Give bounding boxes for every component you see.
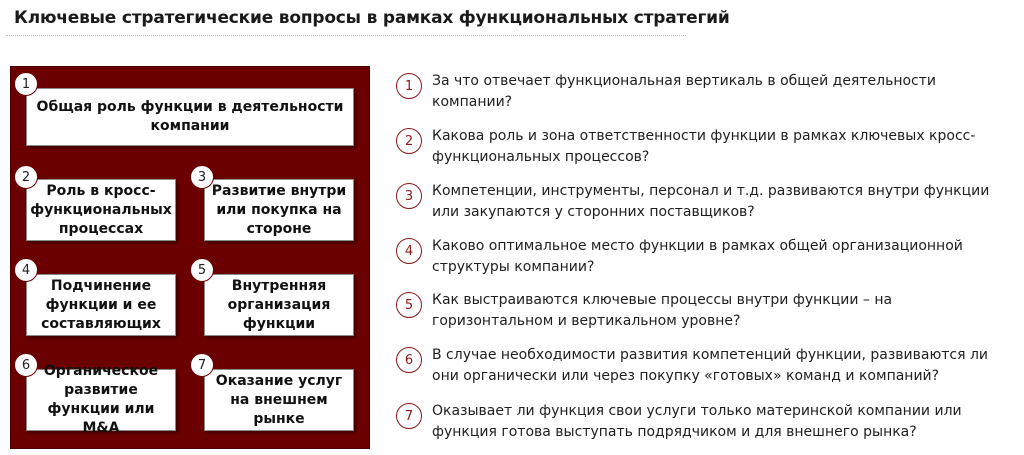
question-text: Как выстраиваются ключевые процессы внутри функции – на горизонтальном и вертикальном уровне? xyxy=(432,292,893,329)
diagram-box-label: Общая роль функции в деятельности компании xyxy=(36,99,344,134)
diagram-badge-2: 2 xyxy=(14,165,38,189)
diagram-badge-5: 5 xyxy=(190,258,214,282)
diagram-box-label: Подчинение функции и ее составляющих xyxy=(41,277,161,332)
question-number-badge: 6 xyxy=(396,347,422,373)
diagram-box-4 xyxy=(26,274,176,336)
diagram-box-7 xyxy=(204,369,354,431)
diagram-box-5 xyxy=(204,274,354,336)
question-number-badge: 1 xyxy=(396,73,422,99)
diagram-box-1 xyxy=(26,88,354,146)
question-text: Какова роль и зона ответственности функции в рамках ключевых кросс-функциональных процессов? xyxy=(432,128,976,165)
diagram-badge-4: 4 xyxy=(14,258,38,282)
diagram-box-label: Развитие внутри или покупка на стороне xyxy=(211,182,347,237)
diagram-box-3 xyxy=(204,179,354,241)
diagram-badge-1: 1 xyxy=(14,72,38,96)
question-text: Каково оптимальное место функции в рамках общей организационной структуры компании? xyxy=(432,238,963,275)
diagram-box-6 xyxy=(26,363,176,436)
diagram-box-label: Роль в кросс-функциональных процессах xyxy=(30,182,172,237)
question-number-badge: 7 xyxy=(396,403,422,429)
question-text: За что отвечает функциональная вертикаль в общей деятельности компании? xyxy=(432,73,936,110)
diagram-box-label: Внутренняя организация функции xyxy=(227,277,331,332)
question-text: В случае необходимости развития компетенций функции, развиваются ли они органически или через покупку «готовых» команд и компаний? xyxy=(432,347,988,384)
diagram-badge-7: 7 xyxy=(190,353,214,377)
question-number-badge: 5 xyxy=(396,292,422,318)
diagram-box-2 xyxy=(26,179,176,241)
diagram-badge-6: 6 xyxy=(14,353,38,377)
question-number-badge: 4 xyxy=(396,238,422,264)
question-number-badge: 3 xyxy=(396,183,422,209)
diagram-box-label: Оказание услуг на внешнем рынке xyxy=(215,372,343,427)
page-title: Ключевые стратегические вопросы в рамках функциональных стратегий xyxy=(14,8,730,28)
question-number-badge: 2 xyxy=(396,128,422,154)
diagram-badge-3: 3 xyxy=(190,165,214,189)
title-divider xyxy=(6,35,686,36)
diagram-box-label: Органическое развитие функции или M&A xyxy=(43,363,159,436)
question-text: Оказывает ли функция свои услуги только материнской компании или функция готова выступать подрядчиком и для внешнего рынка? xyxy=(432,403,962,440)
question-text: Компетенции, инструменты, персонал и т.д. развиваются внутри функции или закупаются у сторонних поставщиков? xyxy=(432,183,990,220)
